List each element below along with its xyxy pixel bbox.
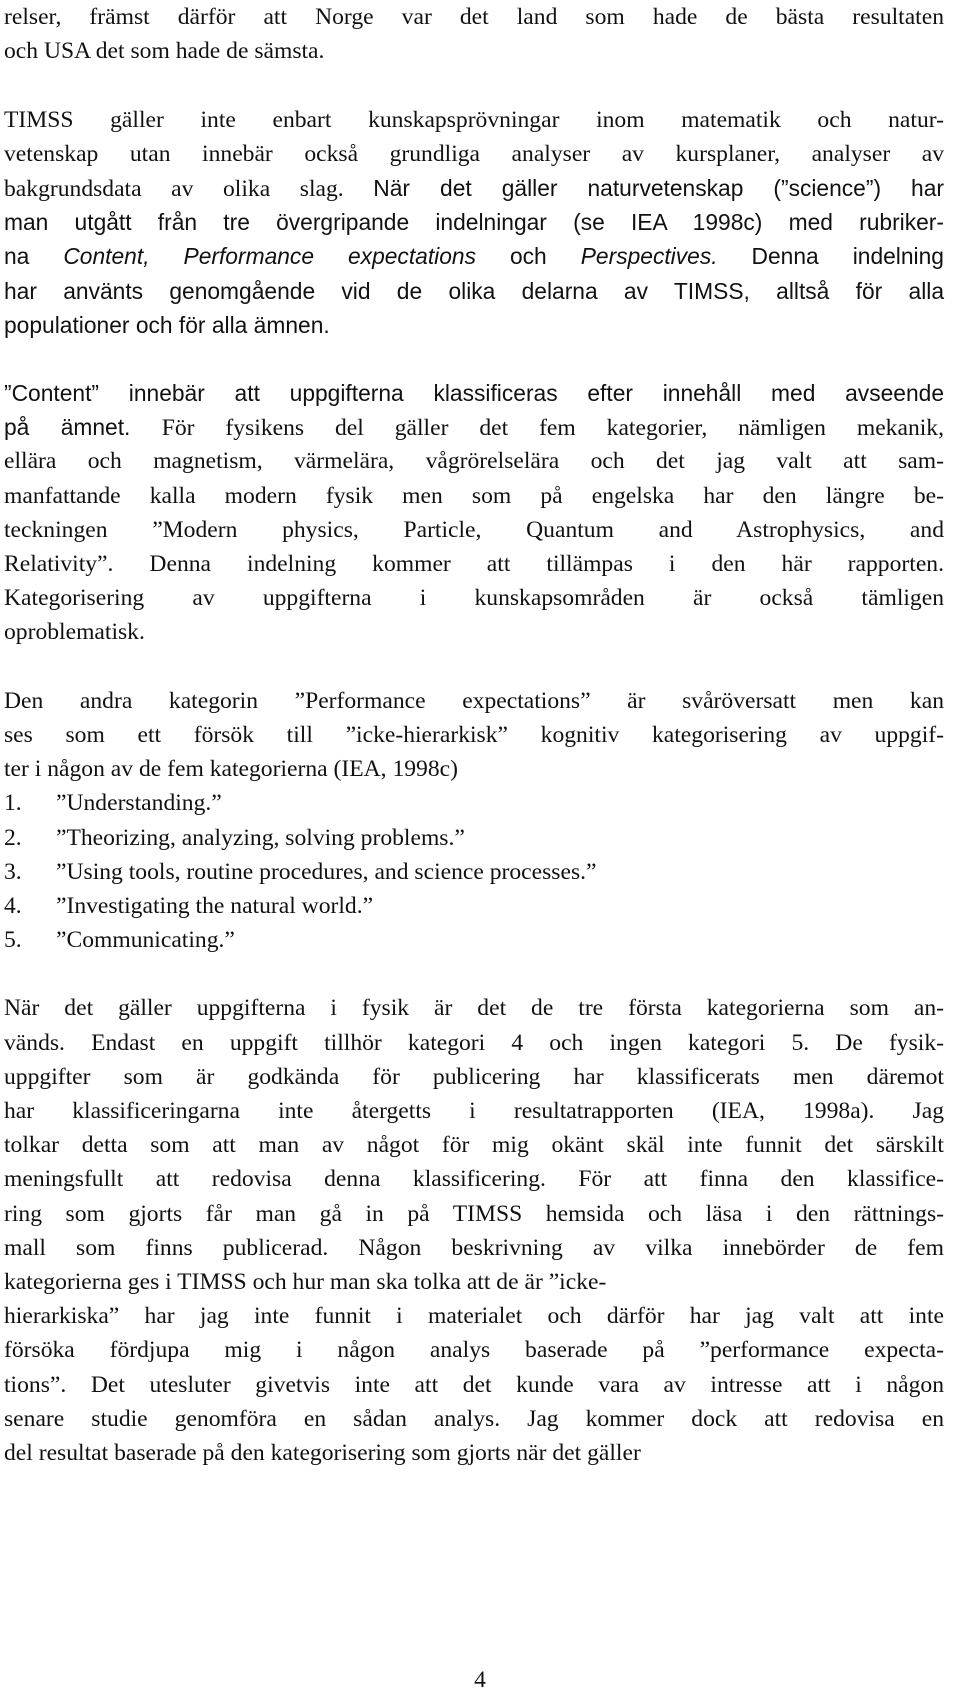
text-line: har använts genomgående vid de olika delarna av TIMSS, alltså för alla (4, 277, 944, 304)
paragraph (4, 103, 944, 342)
text-line: del resultat baserade på den kategorisering som gjorts när det gäller (4, 1439, 641, 1466)
text-line: har klassificeringarna inte återgetts i resultatrapporten (IEA, 1998a). Jag (4, 1098, 944, 1124)
text-line: mall som finns publicerad. Någon beskrivning av vilka innebörder de fem (4, 1234, 944, 1261)
paragraph (4, 684, 944, 787)
paragraph-gap (4, 342, 944, 376)
text-line: vetenskap utan innebär också grundliga analyser av kursplaner, analyser av (4, 140, 944, 167)
list-number: 1. (4, 790, 22, 817)
text-line: tions”. Det utesluter givetvis inte att det kunde vara av intresse att i någon (4, 1371, 944, 1398)
text-line: ter i någon av de fem kategorierna (IEA, 1998c) (4, 756, 458, 783)
text-line: Relativity”. Denna indelning kommer att tillämpas i den här rapporten. (4, 551, 944, 577)
text-line: senare studie genomföra en sådan analys. Jag kommer dock att redovisa en (4, 1405, 944, 1432)
text-span: och (476, 243, 581, 270)
text-span: Content, Performance expectations (63, 243, 476, 270)
list-item (4, 923, 944, 957)
text-line: Kategorisering av uppgifterna i kunskapsområden är också tämligen (4, 585, 944, 612)
list-number: 4. (4, 892, 22, 919)
text-line: relser, främst därför att Norge var det land som hade de bästa resultaten (4, 4, 944, 30)
text-span: Denna indelning (717, 243, 944, 270)
list-item (4, 786, 944, 820)
text-line: vänds. Endast en uppgift tillhör kategori 4 och ingen kategori 5. De fysik- (4, 1029, 944, 1056)
list-item-text: ”Investigating the natural world.” (56, 892, 374, 919)
paragraph (4, 376, 944, 650)
text-line (4, 239, 944, 273)
list-number: 5. (4, 927, 22, 954)
text-line: manfattande kalla modern fysik men som på engelska har den längre be- (4, 482, 944, 509)
numbered-list (4, 786, 944, 957)
text-line: meningsfullt att redovisa denna klassificering. För att finna den klassifice- (4, 1166, 944, 1193)
list-item-text: ”Theorizing, analyzing, solving problems.” (56, 824, 465, 851)
text-line: teckningen ”Modern physics, Particle, Quantum and Astrophysics, and (4, 516, 944, 543)
text-line (4, 410, 944, 444)
paragraph-gap (4, 650, 944, 684)
text-line: försöka fördjupa mig i någon analys baserade på ”performance expecta- (4, 1337, 944, 1364)
list-item (4, 889, 944, 923)
text-line (4, 171, 944, 205)
text-line: ring som gjorts får man gå in på TIMSS hemsida och läsa i den rättnings- (4, 1200, 944, 1227)
paragraph-gap (4, 68, 944, 102)
text-line: När det gäller uppgifterna i fysik är det de tre första kategorierna som an- (4, 995, 944, 1022)
text-line: Den andra kategorin ”Performance expectations” är svåröversatt men kan (4, 687, 944, 714)
list-number: 3. (4, 858, 22, 885)
text-line: man utgått från tre övergripande indelningar (se IEA 1998c) med rubriker- (4, 209, 944, 236)
list-item-text: ”Using tools, routine procedures, and science processes.” (56, 858, 597, 885)
text-line: oproblematisk. (4, 619, 145, 646)
text-line: kategorierna ges i TIMSS och hur man ska tolka att de är ”icke- (4, 1268, 607, 1295)
text-line: ”Content” innebär att uppgifterna klassificeras efter innehåll med avseende (4, 380, 944, 407)
list-item-text: ”Understanding.” (56, 790, 222, 817)
text-span: För fysikens del gäller det fem kategorier, nämligen mekanik, (161, 415, 944, 442)
list-number: 2. (4, 824, 22, 851)
list-item-text: ”Communicating.” (56, 927, 235, 954)
text-line: populationer och för alla ämnen. (4, 311, 330, 338)
text-span: När det gäller naturvetenskap (”science”) har (373, 174, 945, 201)
text-line: tolkar detta som att man av något för mig okänt skäl inte funnit det särskilt (4, 1132, 944, 1159)
text-line: uppgifter som är godkända för publicering har klassificerats men däremot (4, 1063, 944, 1090)
text-span: på ämnet. (4, 414, 162, 441)
page-number: 4 (474, 1667, 486, 1693)
text-span: na (4, 243, 64, 270)
text-line: ses som ett försök till ”icke-hierarkisk” kognitiv kategorisering av uppgif- (4, 721, 944, 748)
paragraph (4, 0, 944, 68)
text-line: och USA det som hade de sämsta. (4, 38, 325, 65)
text-line: TIMSS gäller inte enbart kunskapsprövningar inom matematik och natur- (4, 106, 944, 133)
text-line: ellära och magnetism, värmelära, vågrörelselära och det jag valt att sam- (4, 448, 944, 475)
list-item (4, 855, 944, 889)
paragraph-gap (4, 957, 944, 991)
document-body (4, 0, 944, 1470)
list-item (4, 821, 944, 855)
paragraph (4, 991, 944, 1470)
text-span: bakgrundsdata av olika slag. (4, 175, 374, 202)
text-line: hierarkiska” har jag inte funnit i materialet och därför har jag valt att inte (4, 1303, 944, 1330)
text-span: Perspectives. (580, 243, 718, 270)
